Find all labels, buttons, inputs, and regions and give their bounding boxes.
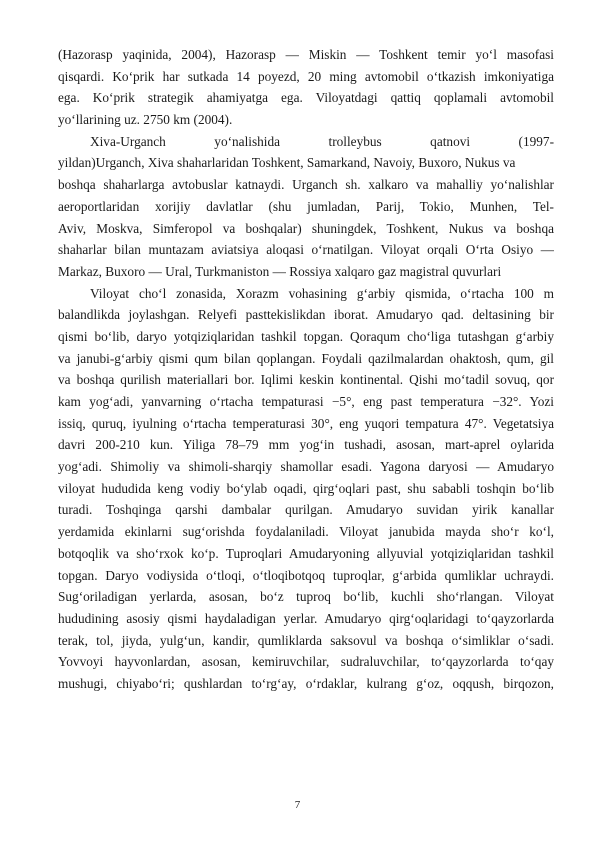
page-number: 7 [294,799,301,811]
text-line: hududining asosiy qismi haydaladigan yerlar. Amudaryo qirg‘oqlaridagi to‘qayzorlarda [58,610,554,626]
text-line: Xiva-Urganch yo‘nalishida trolleybus qatnovi (1997- [90,133,554,149]
text-line: yerdamida ekinlarni sug‘orishda foydalaniladi. Viloyat janubida mayda sho‘r ko‘l, [58,524,554,540]
paragraph-bridge [58,44,554,131]
paragraph-transport [58,131,554,283]
paragraph-geography [58,283,554,695]
text-line: boshqa shaharlarga avtobuslar katnaydi. Urganch sh. xalkaro va mahalliy yo‘nalishlar [58,177,554,193]
text-line: Aviv, Moskva, Simferopol va boshqalar) shuningdek, Toshkent, Nukus va boshqa [58,220,554,236]
text-line: mushugi, chiyabo‘ri; qushlardan to‘rg‘ay, o‘rdaklar, kulrang g‘oz, oqqush, birqozon, [58,675,554,691]
text-line: viloyat hududida keng vodiy bo‘ylab oqadi, qirg‘oqlari past, shu sababli toshqin bo‘lib [58,480,554,496]
text-line: Viloyat cho‘l zonasida, Xorazm vohasining g‘arbiy qismida, o‘rtacha 100 m [90,285,554,301]
text-line: issiq, quruq, iyulning o‘rtacha temperaturasi 30°, eng yuqori tempatura 47°. Vegetatsiya [58,415,554,431]
text-line: yildan)Urganch, Xiva shaharlaridan Toshkent, Samarkand, Navoiy, Buxoro, Nukus va [58,155,516,171]
document-body [58,44,554,695]
text-line: kam yog‘adi, yanvarning o‘rtacha tempaturasi −5°, eng past temperatura −32°. Yozi [58,394,554,409]
text-line: turadi. Toshqinga qarshi dambalar qurilgan. Amudaryo suvidan yirik kanallar [58,502,554,518]
text-line: Yovvoyi hayvonlardan, asosan, kemiruvchilar, sudraluvchilar, to‘qayzorlarda to‘qay [58,654,554,670]
text-line: va janubi-g‘arbiy qismi qum bilan qoplangan. Foydali qazilmalardan ohaktosh, qum, gil [58,350,554,366]
text-line: topgan. Daryo vodiysida o‘tloqi, o‘tloqibotqoq tuproqlar, g‘arbida qumliklar uchraydi. [58,567,554,583]
text-line: botqoqlik va sho‘rxok ko‘p. Tuproqlari Amudaryoning allyuvial yotqiziqlaridan tashkil [58,545,554,561]
text-line: davri 200-210 kun. Yiliga 78–79 mm yog‘in tushadi, asosan, mart-aprel oylarida [58,437,554,453]
text-line: Markaz, Buxoro — Ural, Turkmaniston — Rossiya xalqaro gaz magistral quvurlari [58,263,502,279]
text-line: yo‘llarining uz. 2750 km (2004). [58,112,233,128]
text-line: ega. Ko‘prik strategik ahamiyatga ega. Viloyatdagi qattiq qoplamali avtomobil [58,90,554,106]
text-line: (Hazorasp yaqinida, 2004), Hazorasp — Miskin — Toshkent temir yo‘l masofasi [58,47,554,62]
text-line: aeroportlaridan xorijiy davlatlar (shu jumladan, Parij, Tokio, Munhen, Tel- [58,198,554,214]
text-line: Sug‘oriladigan yerlarda, asosan, bo‘z tuproq bo‘lib, kuchli sho‘rlangan. Viloyat [58,589,554,605]
text-line: shaharlar bilan muntazam aviatsiya aloqasi o‘rnatilgan. Viloyat orqali O‘rta Osiyo — [58,242,554,258]
text-line: balandlikda joylashgan. Relyefi pasttekislikdan iborat. Amudaryo qad. deltasining bir [58,307,554,323]
text-line: va boshqa qurilish materiallari bor. Iqlimi keskin kontinental. Qishi mo‘tadil sovuq, qor [58,372,554,388]
text-line: qisqardi. Ko‘prik har sutkada 14 poyezd, 20 ming avtomobil o‘tkazish imkoniyatiga [58,68,554,84]
text-line: qismi bo‘lib, daryo yotqiziqlaridan tashkil topgan. Qoraqum cho‘liga tutashgan g‘arbiy [58,328,554,344]
text-line: yog‘adi. Shimoliy va shimoli-sharqiy shamollar esadi. Yagona daryosi — Amudaryo [58,459,554,475]
text-line: terak, tol, jiyda, yulg‘un, kandir, qumliklarda saksovul va boshqa o‘simliklar o‘sadi. [58,632,554,648]
